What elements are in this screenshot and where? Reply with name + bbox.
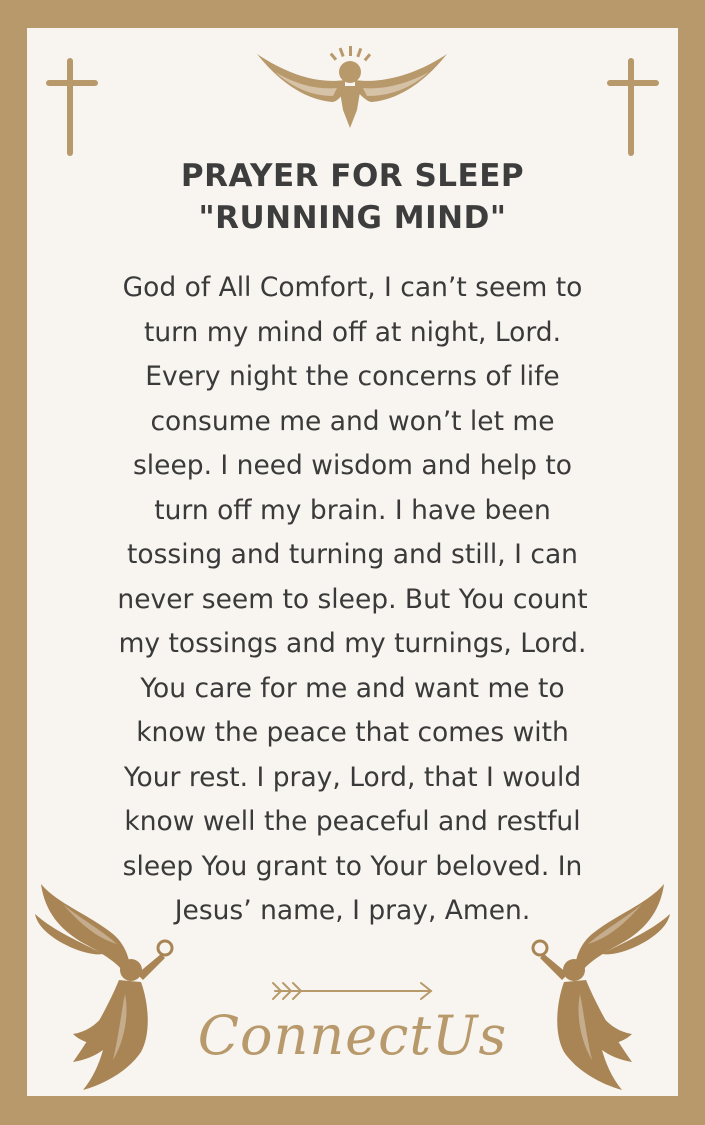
prayer-card xyxy=(27,28,678,1096)
brand-logo: ConnectUs xyxy=(197,1004,508,1067)
prayer-line: turn my mind off at night, Lord. xyxy=(143,316,562,348)
prayer-line: my tossings and my turnings, Lord. xyxy=(118,628,587,659)
winged-sun-emblem-icon xyxy=(257,44,447,130)
prayer-line: Jesus’ name, I pray, Amen. xyxy=(174,895,531,926)
prayer-line: Your rest. I pray, Lord, that I would xyxy=(123,761,582,793)
prayer-line: turn off my brain. I have been xyxy=(154,494,551,526)
prayer-line: never seem to sleep. But You count xyxy=(117,583,588,615)
angel-icon-right xyxy=(522,884,672,1094)
prayer-line: know the peace that comes with xyxy=(136,717,569,748)
page-title xyxy=(27,155,678,239)
prayer-line: know well the peaceful and restful xyxy=(124,806,581,837)
title-line-1: PRAYER FOR SLEEP xyxy=(180,158,525,194)
prayer-line: Every night the concerns of life xyxy=(145,361,560,392)
prayer-line: consume me and won’t let me xyxy=(150,405,555,437)
prayer-line: You care for me and want me to xyxy=(140,672,565,704)
prayer-line: sleep. I need wisdom and help to xyxy=(132,450,573,481)
prayer-line: tossing and turning and still, I can xyxy=(127,539,578,570)
cross-icon-left xyxy=(46,58,98,156)
title-line-2: "RUNNING MIND" xyxy=(198,200,507,236)
prayer-text xyxy=(47,266,658,934)
arrow-icon xyxy=(269,979,437,1003)
cross-icon-right xyxy=(607,58,659,156)
prayer-line: sleep You grant to Your beloved. In xyxy=(122,850,583,882)
prayer-line: God of All Comfort, I can’t seem to xyxy=(122,272,583,303)
